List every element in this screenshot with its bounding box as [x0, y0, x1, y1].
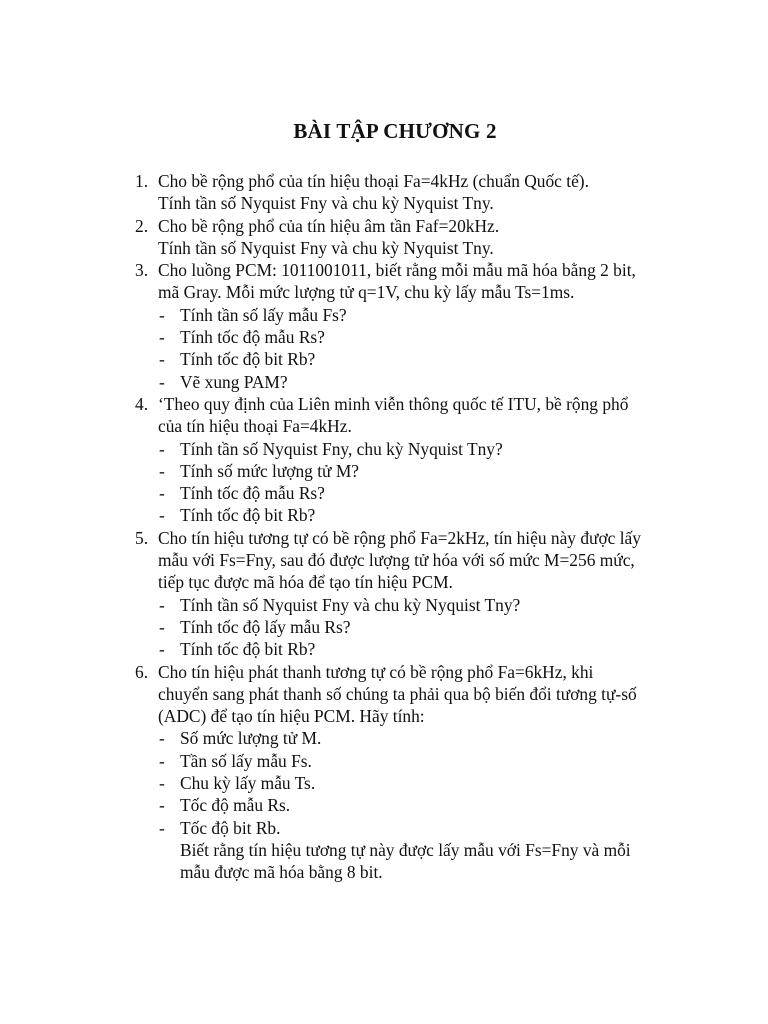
sub-question: [158, 794, 690, 816]
exercise-text: mẫu với Fs=Fny, sau đó được lượng tử hóa với số mức M=256 mức,: [158, 550, 635, 571]
exercise-text: của tín hiệu thoại Fa=4kHz.: [158, 416, 352, 437]
exercise-text: tiếp tục được mã hóa để tạo tín hiệu PCM.: [158, 572, 453, 593]
sub-question-text: Tính tốc độ bit Rb?: [180, 349, 316, 370]
sub-question: [158, 750, 690, 772]
dash-bullet-icon: -: [159, 349, 165, 370]
page-title: BÀI TẬP CHƯƠNG 2: [293, 119, 497, 143]
exercise-number: 4.: [135, 393, 149, 414]
exercise-number: 1.: [135, 171, 149, 191]
exercise-text: Cho bề rộng phổ của tín hiệu âm tần Faf=20kHz.: [158, 215, 500, 236]
dash-bullet-icon: -: [159, 817, 165, 838]
sub-question: [158, 638, 690, 660]
dash-bullet-icon: -: [159, 371, 165, 392]
exercise-text: Cho tín hiệu tương tự có bề rộng phổ Fa=2kHz, tín hiệu này được lấy: [158, 527, 641, 548]
exercise-item: [130, 393, 690, 527]
dash-bullet-icon: -: [159, 639, 165, 660]
exercise-text: Cho luồng PCM: 1011001011, biết rằng mỗi mẫu mã hóa bằng 2 bit,: [158, 260, 636, 281]
exercise-number: 2.: [135, 215, 149, 236]
dash-bullet-icon: -: [159, 616, 165, 637]
sub-question-text: Tốc độ mẫu Rs.: [180, 795, 291, 816]
sub-question-text: Tính tốc độ mẫu Rs?: [180, 327, 325, 348]
exercise-text: chuyển sang phát thanh số chúng ta phải qua bộ biến đổi tương tự-số: [158, 683, 637, 704]
sub-question-text: Vẽ xung PAM?: [180, 371, 288, 392]
sub-question-text: Tính tần số Nyquist Fny, chu kỳ Nyquist Tny?: [180, 438, 503, 459]
exercise-number: 3.: [135, 260, 149, 281]
exercise-item: [130, 661, 690, 884]
sub-question-text: Tính tần số lấy mẫu Fs?: [180, 304, 347, 325]
dash-bullet-icon: -: [159, 327, 165, 348]
sub-question-text: Tốc độ bit Rb.: [180, 817, 281, 838]
exercise-text: ‘Theo quy định của Liên minh viễn thông quốc tế ITU, bề rộng phổ: [158, 393, 629, 414]
sub-question: [158, 304, 690, 326]
sub-question: [158, 438, 690, 460]
sub-question: [158, 616, 690, 638]
exercise-list: [130, 170, 690, 884]
exercise-number: 6.: [135, 661, 149, 682]
exercise-note: Biết rằng tín hiệu tương tự này được lấy mẫu với Fs=Fny và mỗi: [180, 839, 631, 860]
sub-question-text: Chu kỳ lấy mẫu Ts.: [180, 773, 316, 794]
dash-bullet-icon: -: [159, 750, 165, 771]
sub-question: [158, 817, 690, 839]
dash-bullet-icon: -: [159, 795, 165, 816]
sub-question-text: Tính tốc độ bit Rb?: [180, 505, 316, 526]
exercise-item: [130, 170, 690, 215]
sub-question-text: Tính tốc độ mẫu Rs?: [180, 483, 325, 504]
sub-question-text: Tính tần số Nyquist Fny và chu kỳ Nyquist Tny?: [180, 594, 521, 615]
dash-bullet-icon: -: [159, 773, 165, 794]
exercise-text: Cho tín hiệu phát thanh tương tự có bề rộng phổ Fa=6kHz, khi: [158, 661, 594, 682]
sub-question: [158, 727, 690, 749]
sub-question-text: Tính tốc độ bit Rb?: [180, 639, 316, 660]
sub-question-text: Tính tốc độ lấy mẫu Rs?: [180, 616, 351, 637]
dash-bullet-icon: -: [159, 304, 165, 325]
exercise-item: [130, 259, 690, 393]
sub-question-text: Số mức lượng tử M.: [180, 728, 322, 749]
sub-question-text: Tần số lấy mẫu Fs.: [180, 750, 312, 771]
exercise-item: [130, 215, 690, 260]
sub-question-text: Tính số mức lượng tử M?: [180, 460, 360, 481]
exercise-number: 5.: [135, 527, 149, 548]
exercise-note: mẫu được mã hóa bằng 8 bit.: [180, 862, 383, 883]
sub-question: [158, 460, 690, 482]
sub-question: [158, 504, 690, 526]
exercise-text: Tính tần số Nyquist Fny và chu kỳ Nyquist Tny.: [158, 237, 494, 258]
exercise-text: Cho bề rộng phổ của tín hiệu thoại Fa=4kHz (chuẩn Quốc tế).: [158, 171, 589, 191]
dash-bullet-icon: -: [159, 460, 165, 481]
exercise-text: mã Gray. Mỗi mức lượng tử q=1V, chu kỳ lấy mẫu Ts=1ms.: [158, 282, 575, 303]
dash-bullet-icon: -: [159, 438, 165, 459]
exercise-text: Tính tần số Nyquist Fny và chu kỳ Nyquist Tny.: [158, 193, 494, 214]
sub-question: [158, 772, 690, 794]
sub-question: [158, 348, 690, 370]
sub-question: [158, 482, 690, 504]
exercise-text: (ADC) để tạo tín hiệu PCM. Hãy tính:: [158, 706, 425, 727]
sub-question: [158, 594, 690, 616]
dash-bullet-icon: -: [159, 505, 165, 526]
exercise-item: [130, 527, 690, 661]
dash-bullet-icon: -: [159, 483, 165, 504]
sub-question: [158, 371, 690, 393]
dash-bullet-icon: -: [159, 594, 165, 615]
sub-question: [158, 326, 690, 348]
dash-bullet-icon: -: [159, 728, 165, 749]
